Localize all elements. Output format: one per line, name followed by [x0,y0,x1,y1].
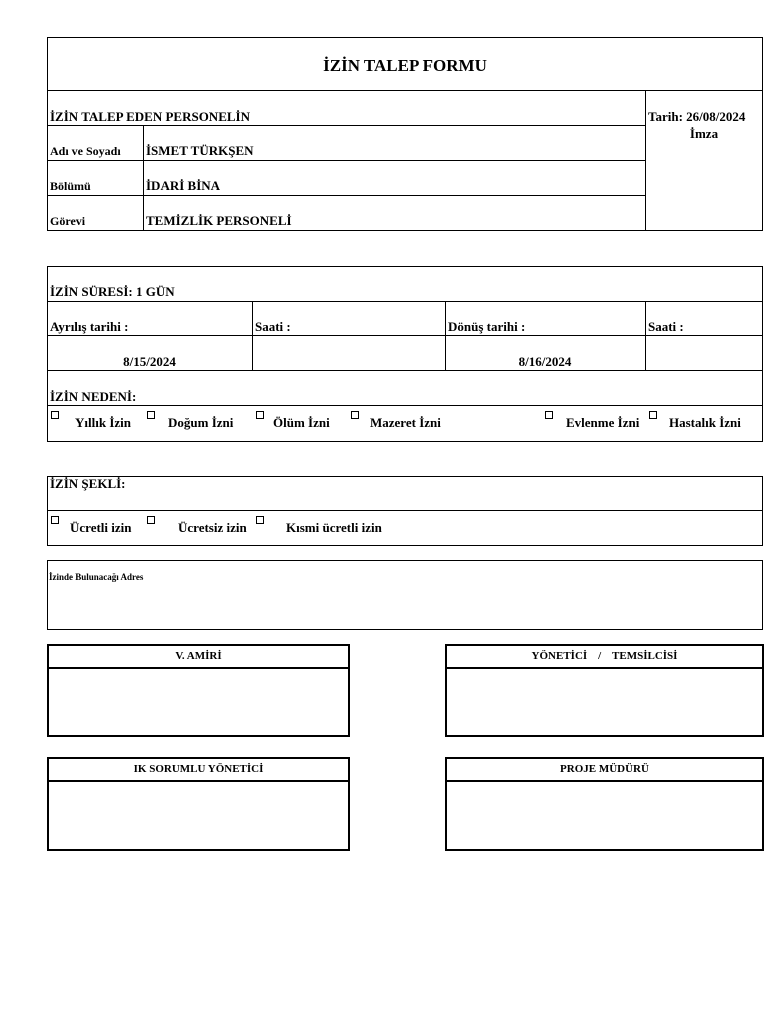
leave-type-section [47,476,763,546]
supervisor-approval-box[interactable] [47,644,350,737]
return-date-label: Dönüş tarihi : [448,319,526,334]
return-date-value[interactable]: 8/16/2024 [518,354,572,369]
manager-approval-box[interactable] [445,644,764,737]
type-paid-checkbox[interactable] [51,516,59,524]
type-partial-checkbox[interactable] [256,516,264,524]
signature-label: İmza [689,126,719,141]
department-label: Bölümü [50,179,91,193]
reason-death-label: Ölüm İzni [273,415,330,430]
return-time-label: Saati : [648,319,684,334]
reason-birth-label: Doğum İzni [168,415,234,430]
name-label: Adı ve Soyadı [50,144,121,158]
type-paid-label: Ücretli izin [70,520,132,535]
duration-label: İZİN SÜRESİ: 1 GÜN [50,284,175,299]
form-date: Tarih: 26/08/2024 [648,109,746,124]
position-label: Görevi [50,214,86,228]
name-value[interactable]: İSMET TÜRKŞEN [146,143,254,158]
reason-sick-checkbox[interactable] [649,411,657,419]
reason-annual-checkbox[interactable] [51,411,59,419]
reason-death-checkbox[interactable] [256,411,264,419]
departure-date-label: Ayrılış tarihi : [50,319,129,334]
project-manager-label: PROJE MÜDÜRÜ [560,763,649,775]
reason-marriage-checkbox[interactable] [545,411,553,419]
address-section[interactable] [47,560,763,630]
requester-section-label: İZİN TALEP EDEN PERSONELİN [50,109,250,124]
departure-time-label: Saati : [255,319,291,334]
manager-label: YÖNETİCİ / TEMSİLCİSİ [531,650,678,662]
reason-annual-label: Yıllık İzin [75,415,131,430]
supervisor-label: V. AMİRİ [175,650,222,662]
hr-label: IK SORUMLU YÖNETİCİ [133,763,264,775]
reason-marriage-label: Evlenme İzni [566,415,640,430]
reason-excuse-label: Mazeret İzni [370,415,441,430]
hr-approval-box[interactable] [47,757,350,851]
reason-sick-label: Hastalık İzni [669,415,741,430]
departure-date-value[interactable]: 8/15/2024 [123,354,176,369]
reason-birth-checkbox[interactable] [147,411,155,419]
reason-label: İZİN NEDENİ: [50,389,137,404]
type-partial-label: Kısmi ücretli izin [286,520,382,535]
reason-excuse-checkbox[interactable] [351,411,359,419]
type-unpaid-checkbox[interactable] [147,516,155,524]
position-value[interactable]: TEMİZLİK PERSONELİ [146,213,292,228]
type-label: İZİN ŞEKLİ: [50,476,126,491]
address-label: İzinde Bulunacağı Adres [49,572,144,582]
project-manager-approval-box[interactable] [445,757,764,851]
department-value[interactable]: İDARİ BİNA [146,178,221,193]
form-title: İZİN TALEP FORMU [323,56,487,75]
type-unpaid-label: Ücretsiz izin [178,520,247,535]
